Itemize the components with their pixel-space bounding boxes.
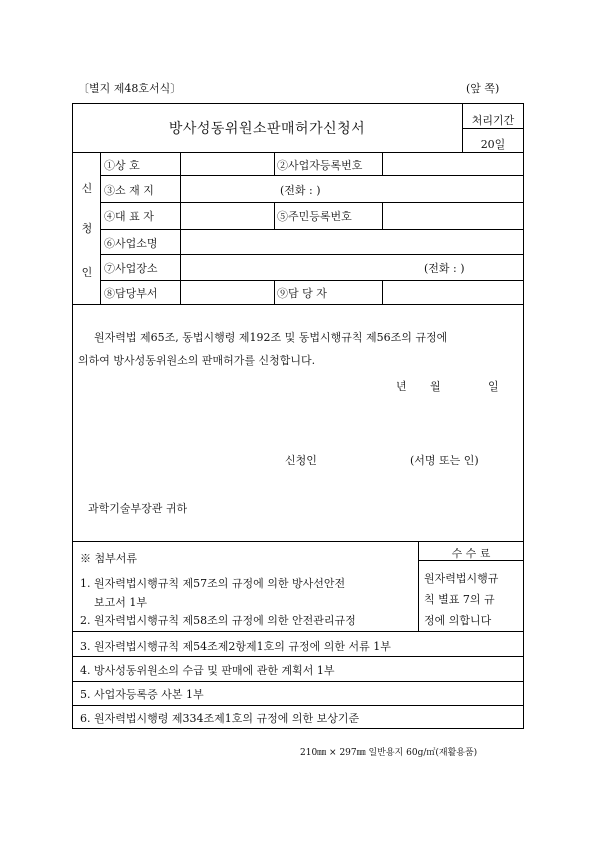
form-number: 〔별지 제48호서식〕 xyxy=(78,82,182,95)
fee-text-line-3: 정에 의합니다 xyxy=(424,614,492,627)
statement-bottom-line xyxy=(72,541,524,542)
department-label: ⑧담당부서 xyxy=(104,287,158,300)
attachments-heading: ※ 첨부서류 xyxy=(80,552,138,565)
attachment-item-6: 6. 원자력법시행령 제334조제1호의 규정에 의한 보상기준 xyxy=(80,712,360,725)
address-label: ③소 재 지 xyxy=(104,184,154,197)
applicant-side-char-2: 청 xyxy=(81,222,93,235)
addressee: 과학기술부장관 귀하 xyxy=(88,502,188,515)
processing-period-value: 20일 xyxy=(480,138,506,151)
business-reg-no-label: ②사업자등록번호 xyxy=(277,159,363,172)
signature-or-seal: (서명 또는 인) xyxy=(410,454,479,467)
address-phone: (전화 : ) xyxy=(280,184,321,197)
attachment-line-a xyxy=(72,631,524,632)
statement-line-2: 의하여 방사성동위원소의 판매허가를 신청합니다. xyxy=(78,354,316,367)
period-divider xyxy=(462,128,524,129)
row-line-5 xyxy=(100,280,524,281)
attachment-item-1-cont: 보고서 1부 xyxy=(94,596,147,609)
attachment-item-1: 1. 원자력법시행규칙 제57조의 규정에 의한 방사선안전 xyxy=(80,577,346,590)
row-line-2 xyxy=(100,202,524,203)
applicant-bottom-line xyxy=(72,304,524,305)
mid-col-divider-a xyxy=(274,152,275,175)
applicant-side-char-1: 신 xyxy=(81,182,93,195)
attachment-item-3: 3. 원자력법시행규칙 제54조제2항제1호의 규정에 의한 서류 1부 xyxy=(80,640,391,653)
attachment-item-4: 4. 방사성동위원소의 수급 및 판매에 관한 계획서 1부 xyxy=(80,664,335,677)
applicant-signature-label: 신청인 xyxy=(285,454,317,467)
attachment-line-c xyxy=(72,681,524,682)
row-line-1 xyxy=(100,175,524,176)
right-col-divider-b xyxy=(382,202,383,229)
attachment-line-d xyxy=(72,705,524,706)
processing-period-label: 처리기간 xyxy=(471,114,515,127)
mid-col-divider-b xyxy=(274,202,275,229)
date-year: 년 xyxy=(396,380,407,393)
site-phone: (전화 : ) xyxy=(424,262,465,275)
mid-col-divider-c xyxy=(274,280,275,304)
date-day: 일 xyxy=(488,380,499,393)
fee-text-line-1: 원자력법시행규 xyxy=(424,572,499,585)
row-line-4 xyxy=(100,254,524,255)
form-title: 방사성동위원소판매허가신청서 xyxy=(168,121,366,137)
attachment-item-2: 2. 원자력법시행규칙 제58조의 규정에 의한 안전관리규정 xyxy=(80,614,356,627)
attachment-line-b xyxy=(72,656,524,657)
page-side-note: (앞 쪽) xyxy=(466,82,500,95)
title-divider xyxy=(72,152,524,153)
attachment-item-5: 5. 사업자등록증 사본 1부 xyxy=(80,688,204,701)
date-month: 월 xyxy=(430,380,441,393)
paper-spec-footer: 210㎜ × 297㎜ 일반용지 60g/㎡(재활용품) xyxy=(300,748,478,758)
right-col-divider-c xyxy=(382,280,383,304)
right-col-divider-a xyxy=(382,152,383,175)
representative-label: ④대 표 자 xyxy=(104,210,154,223)
site-name-label: ⑥사업소명 xyxy=(104,237,158,250)
applicant-side-char-3: 인 xyxy=(81,266,93,279)
row-line-3 xyxy=(100,229,524,230)
site-location-label: ⑦사업장소 xyxy=(104,262,158,275)
label-col-divider xyxy=(180,152,181,304)
trade-name-label: ①상 호 xyxy=(104,159,140,172)
fee-text-line-2: 칙 별표 7의 규 xyxy=(424,593,495,606)
fee-label: 수 수 료 xyxy=(451,547,491,560)
person-in-charge-label: ⑨담 당 자 xyxy=(277,287,327,300)
resident-reg-no-label: ⑤주민등록번호 xyxy=(277,210,352,223)
statement-line-1: 원자력법 제65조, 동법시행령 제192조 및 동법시행규칙 제56조의 규정에 xyxy=(94,331,448,344)
